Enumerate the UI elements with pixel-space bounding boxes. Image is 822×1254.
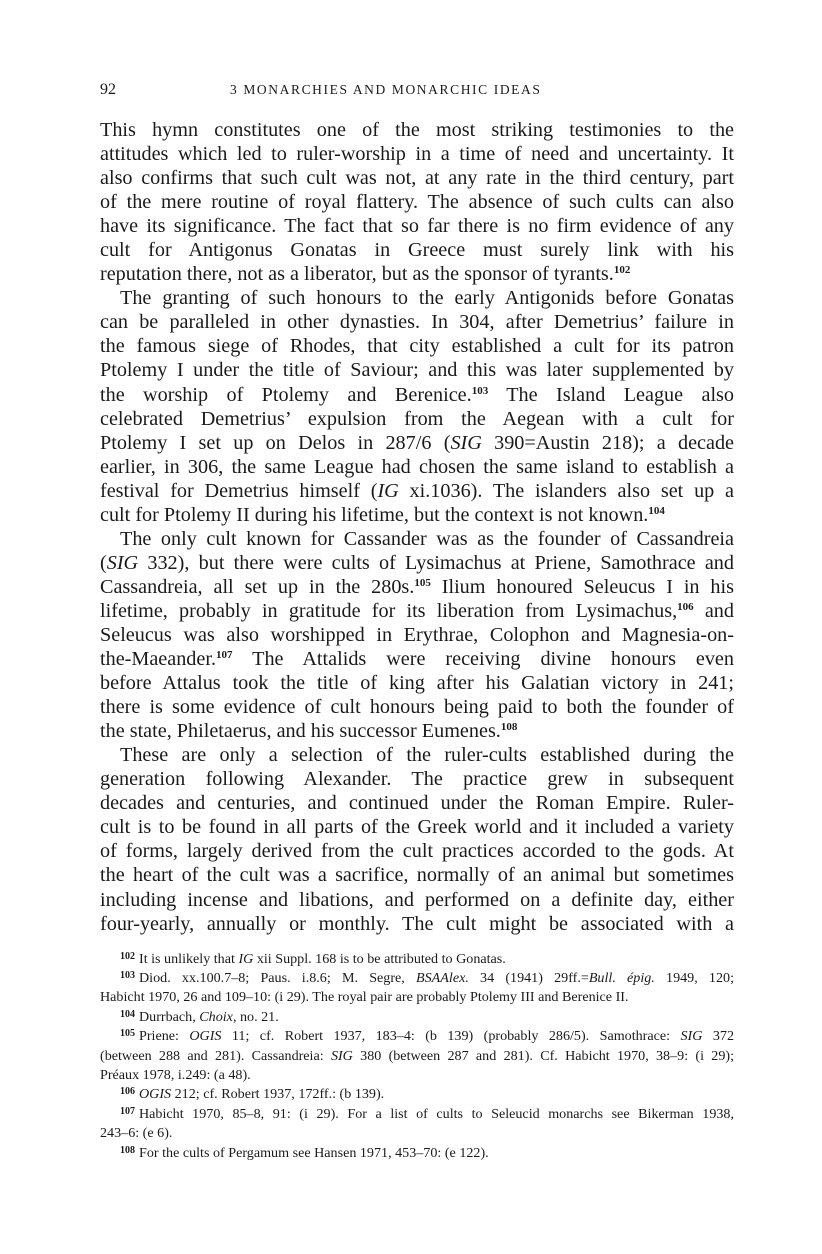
text-segment: These are only a selection of the ruler-cults established during the <box>120 744 734 767</box>
footnote-number: 105 <box>120 1028 135 1040</box>
citation-title: SIG <box>680 1028 703 1045</box>
footnote-text: Durrbach, <box>139 1008 200 1025</box>
text-line <box>100 815 734 839</box>
citation-abbrev: SIG <box>106 551 139 574</box>
text-line <box>100 503 734 527</box>
text-segment: The granting of such honours to the early Antigonids before Gonatas <box>120 287 734 310</box>
text-line <box>100 743 734 767</box>
text-segment: Ilium honoured Seleucus I in his <box>430 575 734 598</box>
footnote-line <box>100 1144 734 1163</box>
text-line <box>100 334 734 358</box>
text-line <box>100 166 734 190</box>
footnote-text: It is unlikely that <box>139 950 239 967</box>
text-segment: and <box>693 599 734 622</box>
text-segment: lifetime, probably in gratitude for its liberation from Lysimachus, <box>100 599 678 622</box>
text-segment: the famous siege of Rhodes, that city established a cult for its patron <box>100 335 734 358</box>
text-segment: have its significance. The fact that so far there is no firm evidence of any <box>100 215 734 238</box>
text-segment: This hymn constitutes one of the most striking testimonies to the <box>100 119 734 141</box>
footnote-text: Habicht 1970, 26 and 109–10: (i 29). The royal pair are probably Ptolemy III and Berenice II. <box>100 989 629 1006</box>
text-segment: reputation there, not as a liberator, but as the sponsor of tyrants. <box>100 263 614 286</box>
footnote-line <box>100 1008 734 1027</box>
text-line <box>100 455 734 479</box>
text-line <box>100 286 734 310</box>
footnote-reference[interactable]: 107 <box>216 649 233 662</box>
footnote-number: 102 <box>120 950 135 962</box>
text-segment: of forms, largely derived from the cult practices accorded to the gods. At <box>100 840 734 863</box>
text-line <box>100 599 734 623</box>
text-segment: Ptolemy I under the title of Saviour; and this was later supplemented by <box>100 359 734 382</box>
footnote-text: Préaux 1978, i.249: (a 48). <box>100 1066 251 1083</box>
footnote-text: , no. 21. <box>232 1008 279 1025</box>
text-line <box>100 262 734 286</box>
page-number: 92 <box>100 81 116 98</box>
footnote-text: Habicht 1970, 85–8, 91: (i 29). For a list of cults to Seleucid monarchs see Bikerman 1938, <box>139 1105 734 1122</box>
text-line <box>100 791 734 815</box>
footnote-number: 103 <box>120 969 135 981</box>
footnote-reference[interactable]: 102 <box>613 264 631 277</box>
footnotes <box>100 950 734 1163</box>
citation-title: IG <box>238 950 254 967</box>
text-line <box>100 888 734 912</box>
footnote-line <box>100 988 734 1007</box>
footnote-reference[interactable]: 103 <box>471 384 489 397</box>
footnote-text: 372 <box>702 1028 734 1045</box>
footnote-102 <box>100 950 734 969</box>
footnote-text: 34 (1941) 29ff.= <box>468 969 589 986</box>
text-segment: Cassandreia, all set up in the 280s. <box>100 575 415 598</box>
footnote-106 <box>100 1085 734 1104</box>
text-segment: the-Maeander. <box>100 648 217 671</box>
text-line <box>100 575 734 599</box>
text-line <box>100 623 734 647</box>
text-segment: the heart of the cult was a sacrifice, normally of an animal but sometimes <box>100 864 734 887</box>
footnote-104 <box>100 1008 734 1027</box>
text-line <box>100 358 734 382</box>
running-title: 3 MONARCHIES AND MONARCHIC IDEAS <box>230 82 542 97</box>
text-segment: The only cult known for Cassander was as the founder of Cassandreia <box>120 527 734 550</box>
text-line <box>100 407 734 431</box>
citation-title: BSAAlex. <box>416 969 469 986</box>
text-segment: cult for Antigonus Gonatas in Greece must surely link with his <box>100 239 734 262</box>
text-line <box>100 647 734 671</box>
text-segment: earlier, in 306, the same League had chosen the same island to establish a <box>100 455 734 478</box>
text-line <box>100 671 734 695</box>
text-line <box>100 479 734 503</box>
text-segment: attitudes which led to ruler-worship in a time of need and uncertainty. It <box>100 143 734 166</box>
text-segment: also confirms that such cult was not, at any rate in the third century, part <box>100 167 734 190</box>
text-segment: before Attalus took the title of king after his Galatian victory in 241; <box>100 672 734 695</box>
text-segment: The Island League also <box>488 383 735 406</box>
footnote-text: (between 288 and 281). Cassandreia: <box>100 1047 331 1064</box>
footnote-text: xii Suppl. 168 is to be attributed to Gonatas. <box>253 950 506 967</box>
footnote-reference[interactable]: 108 <box>500 721 518 734</box>
text-line <box>100 190 734 214</box>
footnote-text: 11; cf. Robert 1937, 183–4: (b 139) (probably 286/5). Samothrace: <box>221 1028 681 1045</box>
text-line <box>100 310 734 334</box>
text-line <box>100 238 734 262</box>
citation-title: SIG <box>330 1047 353 1064</box>
footnote-line <box>100 1066 734 1085</box>
footnote-text: 212; cf. Robert 1937, 172ff.: (b 139). <box>171 1086 385 1103</box>
text-line <box>100 719 734 743</box>
text-segment: there is some evidence of cult honours being paid to both the founder of <box>100 696 734 719</box>
text-line <box>100 431 734 455</box>
citation-title: OGIS <box>189 1028 222 1045</box>
text-segment: four-yearly, annually or monthly. The cult might be associated with a <box>100 912 734 935</box>
footnote-text: 1949, 120; <box>654 969 734 986</box>
text-line <box>100 863 734 887</box>
footnote-105 <box>100 1027 734 1085</box>
text-segment: festival for Demetrius himself ( <box>100 479 378 502</box>
footnote-text: 380 (between 287 and 281). Cf. Habicht 1970, 38–9: (i 29); <box>352 1047 734 1064</box>
book-page <box>100 78 734 1163</box>
text-segment: can be paralleled in other dynasties. In 304, after Demetrius’ failure in <box>100 311 734 334</box>
footnote-line <box>100 1085 734 1104</box>
footnote-text: Priene: <box>139 1028 190 1045</box>
text-segment: 390=Austin 218); a decade <box>481 431 735 454</box>
footnote-reference[interactable]: 106 <box>677 600 694 613</box>
text-segment: The Attalids were receiving divine honours even <box>232 648 734 671</box>
text-segment: the worship of Ptolemy and Berenice. <box>100 383 472 406</box>
text-line <box>100 142 734 166</box>
citation-title: Bull. épig. <box>588 969 655 986</box>
text-segment: of the mere routine of royal flattery. The absence of such cults can also <box>100 191 734 214</box>
text-segment: Ptolemy I set up on Delos in 287/6 ( <box>100 431 451 454</box>
text-segment: cult is to be found in all parts of the Greek world and it included a variety <box>100 816 734 839</box>
footnote-number: 106 <box>120 1086 135 1098</box>
text-segment: generation following Alexander. The practice grew in subsequent <box>100 768 734 791</box>
footnote-line <box>100 1027 734 1046</box>
text-line <box>100 551 734 575</box>
text-segment: decades and centuries, and continued under the Roman Empire. Ruler- <box>100 792 734 815</box>
text-segment: ( <box>100 551 107 574</box>
text-line <box>100 695 734 719</box>
main-text <box>100 118 734 936</box>
footnote-103 <box>100 969 734 1008</box>
text-line <box>100 118 734 142</box>
footnote-107 <box>100 1105 734 1144</box>
footnote-reference[interactable]: 105 <box>414 576 431 589</box>
text-line <box>100 214 734 238</box>
text-segment: the state, Philetaerus, and his successor Eumenes. <box>100 720 501 743</box>
text-segment: xi.1036). The islanders also set up a <box>398 479 734 502</box>
text-line <box>100 767 734 791</box>
footnote-line <box>100 950 734 969</box>
footnote-text: 243–6: (e 6). <box>100 1125 173 1142</box>
footnote-line <box>100 1047 734 1066</box>
running-head <box>100 78 734 102</box>
footnote-108 <box>100 1144 734 1163</box>
footnote-line <box>100 969 734 988</box>
citation-title: Choix <box>199 1008 233 1025</box>
footnote-reference[interactable]: 104 <box>648 504 665 517</box>
citation-title: OGIS <box>139 1086 172 1103</box>
footnote-text: For the cults of Pergamum see Hansen 1971, 453–70: (e 122). <box>139 1144 489 1161</box>
text-line <box>100 912 734 936</box>
footnote-text: Diod. xx.100.7–8; Paus. i.8.6; M. Segre, <box>139 969 417 986</box>
text-segment: Seleucus was also worshipped in Erythrae, Colophon and Magnesia-on- <box>100 623 734 646</box>
text-line <box>100 383 734 407</box>
footnote-number: 107 <box>120 1105 135 1117</box>
text-segment: including incense and libations, and performed on a definite day, either <box>100 888 734 911</box>
footnote-line <box>100 1124 734 1143</box>
footnote-line <box>100 1105 734 1124</box>
text-line <box>100 527 734 551</box>
text-segment: celebrated Demetrius’ expulsion from the Aegean with a cult for <box>100 407 734 430</box>
citation-abbrev: SIG <box>450 431 482 454</box>
text-line <box>100 839 734 863</box>
text-segment: 332), but there were cults of Lysimachus at Priene, Samothrace and <box>138 551 734 574</box>
citation-abbrev: IG <box>377 479 399 502</box>
footnote-number: 108 <box>120 1144 135 1156</box>
footnote-number: 104 <box>120 1008 135 1020</box>
text-segment: cult for Ptolemy II during his lifetime, but the context is not known. <box>100 503 649 526</box>
